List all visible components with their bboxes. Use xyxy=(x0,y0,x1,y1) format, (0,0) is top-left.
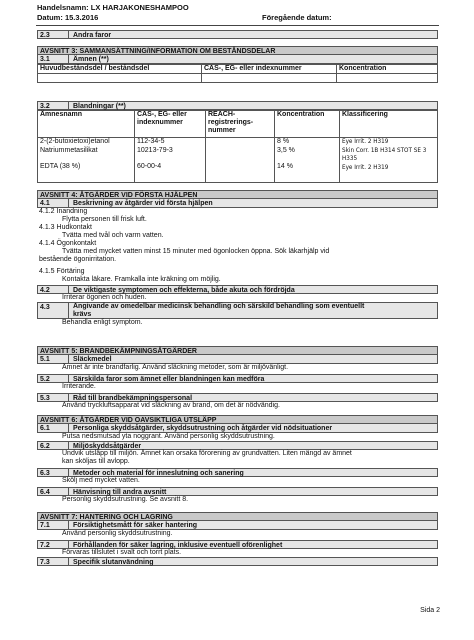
subsection-number: 3.1 xyxy=(38,55,69,63)
date-label: Datum: xyxy=(37,13,63,22)
subsection-number: 5.3 xyxy=(38,394,69,401)
subsection-number: 7.1 xyxy=(38,521,69,529)
section-title: AVSNITT 3: SAMMANSÄTTNING/INFORMATION OM BESTÅNDSDELAR xyxy=(37,46,438,55)
first-aid-eye-label: 4.1.4 Ögonkontakt xyxy=(39,240,97,247)
subsection-title: Släckmedel xyxy=(73,356,112,363)
substances-header-cas: CAS-, EG- eller indexnummer xyxy=(202,65,337,74)
trade-name: LX HARJAKONESHAMPOO xyxy=(90,3,189,12)
substances-table xyxy=(37,64,438,83)
subsection-title: Särskilda faror som ämnet eller blandningen kan medföra xyxy=(73,376,265,383)
subsection-2-3 xyxy=(37,30,438,39)
subsection-number: 6.4 xyxy=(38,488,69,495)
ingredient-cas: 60-00-4 xyxy=(137,163,162,170)
subsection-title: Personliga skyddsåtgärder, skyddsutrustning och åtgärder vid nödsituationer xyxy=(73,425,333,432)
section-5 xyxy=(37,346,438,410)
subsection-title: Beskrivning av åtgärder vid första hjälpen xyxy=(73,200,213,207)
ingredient-name: EDTA (38 %) xyxy=(40,163,81,170)
subsection-title: Specifik slutanvändning xyxy=(73,559,154,566)
subsection-title: Hänvisning till andra avsnitt xyxy=(73,489,167,496)
subsection-number: 5.2 xyxy=(38,375,69,382)
first-aid-inhalation-label: 4.1.2 Inandning xyxy=(39,208,88,215)
previous-date-label: Föregående datum: xyxy=(262,13,332,22)
substances-header-concentration: Koncentration xyxy=(337,65,438,74)
ingredient-classification: Skin Corr. 1B H314 STOT SE 3 H335 xyxy=(342,146,427,162)
subsection-title: Blandningar (**) xyxy=(73,103,126,110)
ingredient-name: 2-(2-butoxietoxi)etanol xyxy=(40,138,110,145)
subsection-title-cont: krävs xyxy=(73,311,92,318)
ingredient-classification: Eye Irrit. 2 H319 xyxy=(342,138,389,145)
first-aid-skin-label: 4.1.3 Hudkontakt xyxy=(39,224,92,231)
section-7 xyxy=(37,512,438,566)
date-line xyxy=(37,14,98,23)
subsection-text: Använd tryckluftsapparat vid släckning av brand, om det är nödvändig. xyxy=(62,402,280,409)
mixtures-header-concentration: Koncentration xyxy=(275,111,340,138)
subsection-text: Personlig skyddsutrustning. Se avsnitt 8. xyxy=(62,496,189,503)
subsection-text: Behandla enligt symptom. xyxy=(62,319,143,326)
header-divider xyxy=(36,25,439,26)
subsection-number: 4.2 xyxy=(38,286,69,293)
subsection-number: 4.1 xyxy=(38,199,69,207)
mixtures-header-classification: Klassificering xyxy=(340,111,438,138)
first-aid-inhalation-text: Flytta personen till frisk luft. xyxy=(62,216,147,223)
subsection-title: Förhållanden för säker lagring, inklusive eventuell oförenlighet xyxy=(73,542,283,549)
subsection-title: Andra faror xyxy=(73,32,112,39)
subsection-title: Försiktighetsmått för säker hantering xyxy=(73,522,198,529)
section-4 xyxy=(37,190,438,327)
subsection-number: 3.2 xyxy=(38,102,69,109)
subsection-number: 7.3 xyxy=(38,558,69,565)
ingredient-cas: 112-34-5 xyxy=(137,138,165,145)
ingredient-concentration: 3,5 % xyxy=(277,146,295,154)
mixtures-header-cas: CAS-, EG- eller indexnummer xyxy=(135,111,206,138)
ingredient-concentration: 8 % xyxy=(277,138,290,145)
date-value: 15.3.2016 xyxy=(64,13,99,22)
subsection-text: Undvik utsläpp till miljön. Ämnet kan orsaka förorening av grundvatten. Liten mängd av ämnet xyxy=(62,450,352,457)
subsection-title: Angivande av omedelbar medicinsk behandling och särskild behandling som eventuellt xyxy=(73,303,365,310)
section-3 xyxy=(37,46,438,83)
ingredient-cas: 10213-79-3 xyxy=(137,146,173,154)
subsection-text-cont: kan sköljas till avlopp. xyxy=(62,458,130,465)
subsection-number: 6.2 xyxy=(38,442,69,449)
subsection-title: Råd till brandbekämpningspersonal xyxy=(73,395,193,402)
subsection-text: Irriterande. xyxy=(62,383,96,390)
page-number: Sida 2 xyxy=(420,607,440,614)
subsection-number: 2.3 xyxy=(38,31,69,38)
subsection-title: Metoder och material för inneslutning och sanering xyxy=(73,470,244,477)
mixtures-row xyxy=(38,138,438,183)
mixtures-header-name: Ämnesnamn xyxy=(38,111,135,138)
section-6 xyxy=(37,415,438,504)
trade-name-line xyxy=(37,4,189,13)
section-title: AVSNITT 7: HANTERING OCH LAGRING xyxy=(37,512,438,521)
subsection-number: 5.1 xyxy=(38,355,69,363)
first-aid-skin-text: Tvätta med tvål och varm vatten. xyxy=(62,232,164,239)
subsection-3-2 xyxy=(37,101,438,183)
ingredient-name: Natriummetasilikat xyxy=(40,146,98,154)
subsection-text: Använd personlig skyddsutrustning. xyxy=(62,530,173,537)
subsection-number: 6.3 xyxy=(38,469,69,476)
subsection-number: 6.1 xyxy=(38,424,69,432)
subsection-number: 4.3 xyxy=(38,303,69,318)
section-title: AVSNITT 5: BRANDBEKÄMPNINGSÅTGÄRDER xyxy=(37,346,438,355)
first-aid-eye-text: Tvätta med mycket vatten minst 15 minuter med ögonlocken öppna. Sök läkarhjälp vid xyxy=(62,248,330,255)
subsection-text: Ämnet är inte brandfarlig. Använd släckning metoder, som är miljövänligt. xyxy=(62,364,289,371)
first-aid-eye-text-cont: bestående ögonirritation. xyxy=(39,256,117,263)
subsection-title: De viktigaste symptomen och effekterna, både akuta och fördröjda xyxy=(73,287,295,294)
subsection-text: Putsa nedsmutsad yta noggrant. Använd personlig skyddsutrustning. xyxy=(62,433,275,440)
subsection-text: Förvaras tillslutet i svalt och torrt plats. xyxy=(62,549,182,556)
subsection-title: Miljöskyddsåtgärder xyxy=(73,443,142,450)
subsection-text: Irriterar ögonen och huden. xyxy=(62,294,147,301)
first-aid-ingestion-label: 4.1.5 Förtäring xyxy=(39,268,85,275)
subsection-number: 7.2 xyxy=(38,541,69,548)
subsection-text: Skölj med mycket vatten. xyxy=(62,477,140,484)
mixtures-header-reach: REACH-registrerings-nummer xyxy=(206,111,275,138)
first-aid-ingestion-text: Kontakta läkare. Framkalla inte kräkning om möjlig. xyxy=(62,276,221,283)
mixtures-table xyxy=(37,110,438,183)
substances-header-name: Huvudbeståndsdel / beståndsdel xyxy=(38,65,202,74)
section-title: AVSNITT 6: ÅTGÄRDER VID OAVSIKTLIGA UTSLÄPP xyxy=(37,415,438,424)
trade-name-label: Handelsnamn: xyxy=(37,3,89,12)
ingredient-classification: Eye Irrit. 2 H319 xyxy=(342,163,389,171)
ingredient-concentration: 14 % xyxy=(277,163,293,170)
section-title: AVSNITT 4: ÅTGÄRDER VID FÖRSTA HJÄLPEN xyxy=(37,190,438,199)
subsection-title: Ämnen (**) xyxy=(73,56,109,63)
